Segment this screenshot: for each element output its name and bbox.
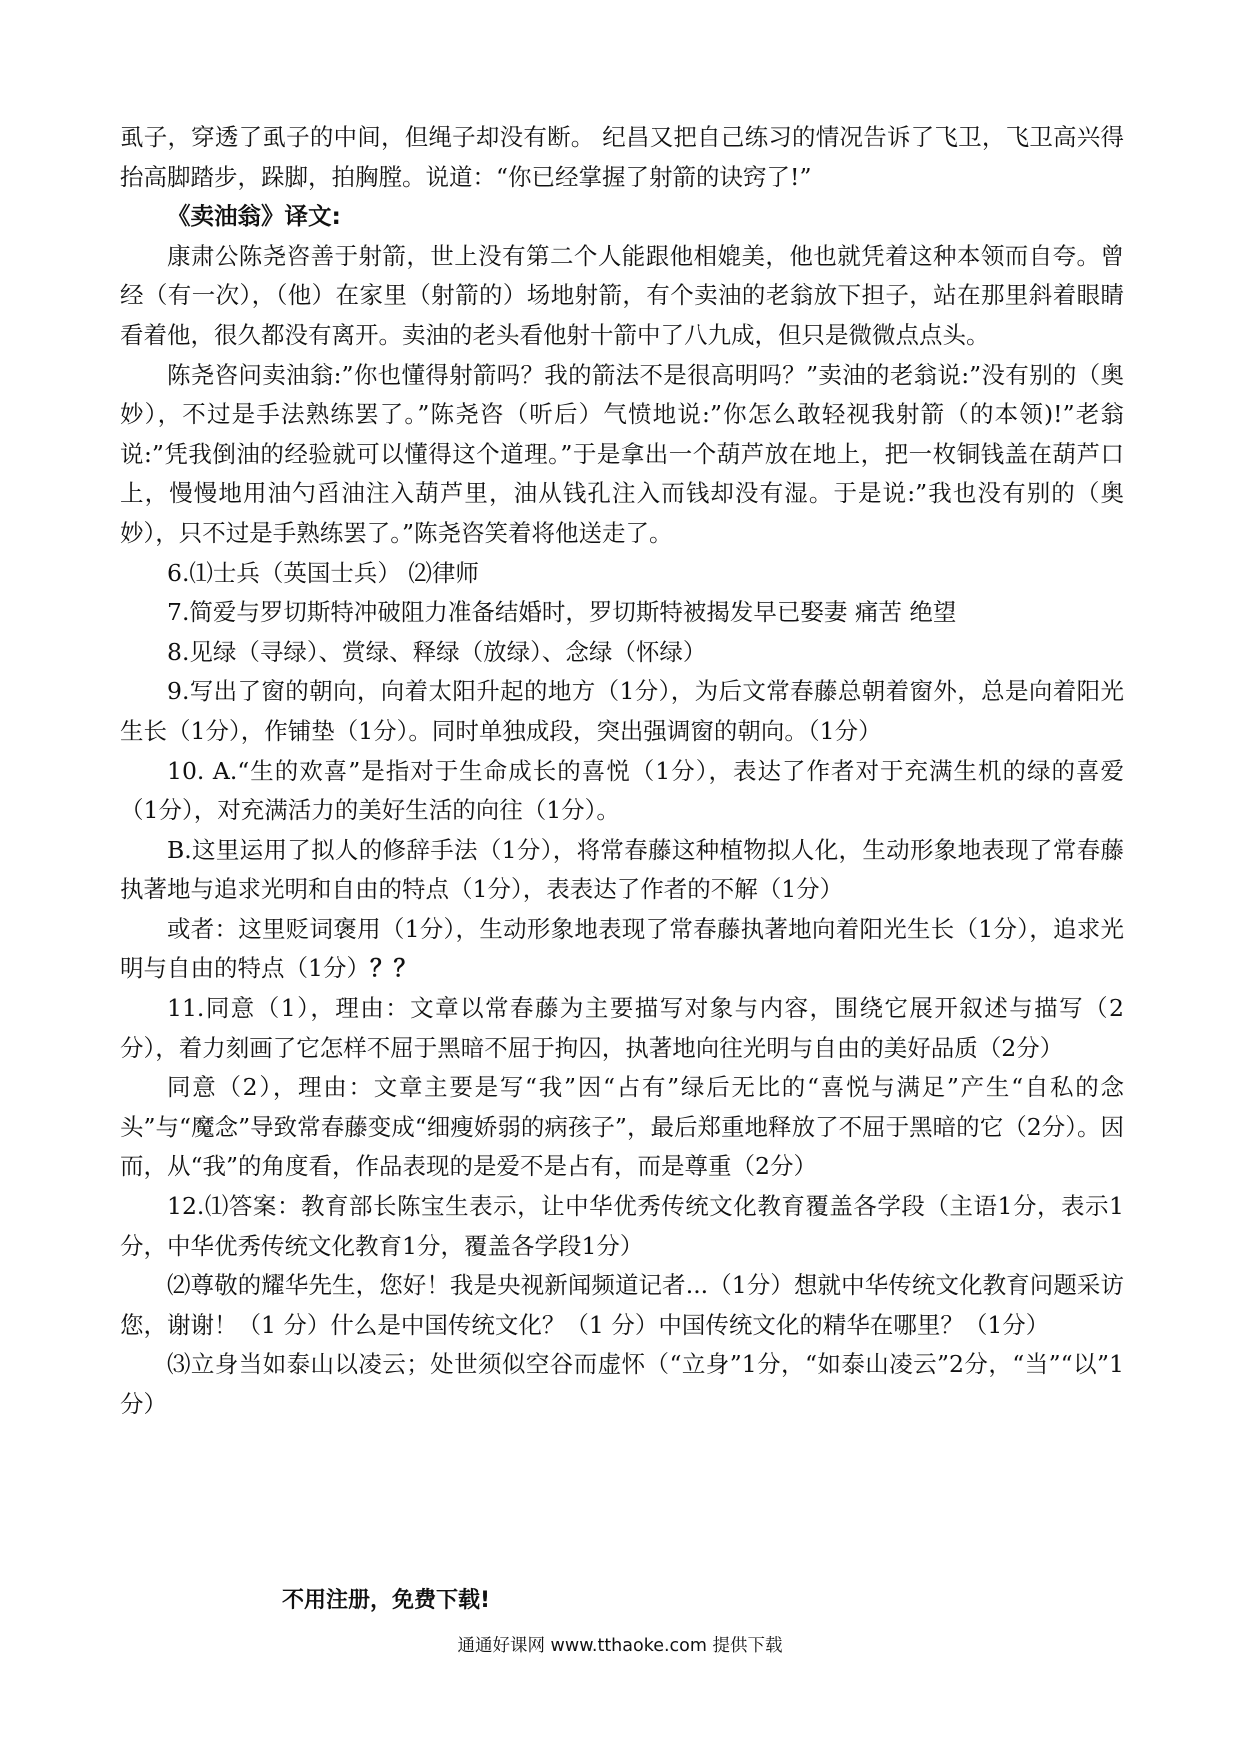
answer-6: 6.⑴士兵（英国士兵） ⑵律师	[167, 558, 479, 587]
promo-text: 不用注册，免费下载!	[282, 1588, 491, 1613]
answer-12b: ⑵尊敬的耀华先生，您好！我是央视新闻频道记者...（1分）想就中华传统文化教育问题采访您，谢谢！（1 分）什么是中国传统文化？（1 分）中国传统文化的精华在哪里？（1分）	[120, 1271, 1124, 1339]
answer-10a: 10. A.“生的欢喜”是指对于生命成长的喜悦（1分），表达了作者对于充满生机的绿的喜爱（1分），对充满活力的美好生活的向往（1分）。	[120, 756, 1124, 825]
answer-12a: 12.⑴答案：教育部长陈宝生表示，让中华优秀传统文化教育覆盖各学段（主语1分，表示1分，中华优秀传统文化教育1分，覆盖各学段1分）	[120, 1192, 1124, 1260]
answer-8: 8.见绿（寻绿）、赏绿、释绿（放绿）、念绿（怀绿）	[167, 637, 707, 666]
answer-10c-text: 或者：这里贬词褒用（1分），生动形象地表现了常春藤执著地向着阳光生长（1分），追求光明与自由的特点（1分）	[120, 914, 1124, 983]
answer-10b: B.这里运用了拟人的修辞手法（1分），将常春藤这种植物拟人化，生动形象地表现了常春藤执著地与追求光明和自由的特点（1分），表表达了作者的不解（1分）	[120, 835, 1124, 904]
answer-11b: 同意（2），理由：文章主要是写“我”因“占有”绿后无比的“喜悦与满足”产生“自私的念头”与“魔念”导致常春藤变成“细瘦娇弱的病孩子”，最后郑重地释放了不屈于黑暗的它（2分）。因而，从“我”的角度看，作品表现的是爱不是占有，而是尊重（2分）	[120, 1073, 1124, 1181]
answer-12c: ⑶立身当如泰山以凌云；处世须似空谷而虚怀（“立身”1分，“如泰山凌云”2分，“当”“以”1分）	[120, 1350, 1124, 1418]
answer-10c	[120, 910, 1124, 989]
section-heading: 《卖油翁》译文:	[167, 202, 341, 231]
page-body	[120, 118, 1124, 1425]
translation-paragraph-2: 陈尧咨问卖油翁:”你也懂得射箭吗？我的箭法不是很高明吗？”卖油的老翁说:”没有别的（奥妙），不过是手法熟练罢了。”陈尧咨（听后）气愤地说:”你怎么敢轻视我射箭（的本领)!”老翁说:”凭我倒油的经验就可以懂得这个道理。”于是拿出一个葫芦放在地上，把一枚铜钱盖在葫芦口上，慢慢地用油勺舀油注入葫芦里，油从钱孔注入而钱却没有湿。于是说:”我也没有别的（奥妙），只不过是手熟练罢了。”陈尧咨笑着将他送走了。	[120, 360, 1124, 547]
page-footer: 通通好课网 www.tthaoke.com 提供下载	[457, 1636, 783, 1656]
answer-9: 9.写出了窗的朝向，向着太阳升起的地方（1分），为后文常春藤总朝着窗外，总是向着阳光生长（1分），作铺垫（1分）。同时单独成段，突出强调窗的朝向。（1分）	[120, 677, 1124, 745]
translation-paragraph-1: 康肃公陈尧咨善于射箭，世上没有第二个人能跟他相媲美，他也就凭着这种本领而自夸。曾经（有一次），（他）在家里（射箭的）场地射箭，有个卖油的老翁放下担子，站在那里斜着眼睛看着他，很久都没有离开。卖油的老头看他射十箭中了八九成，但只是微微点点头。	[120, 241, 1124, 349]
answer-7: 7.简爱与罗切斯特冲破阻力准备结婚时，罗切斯特被揭发早已娶妻 痛苦 绝望	[167, 598, 957, 627]
continued-paragraph: 虱子，穿透了虱子的中间，但绳子却没有断。 纪昌又把自己练习的情况告诉了飞卫，飞卫高兴得抬高脚踏步，跺脚，拍胸膛。说道：“你已经掌握了射箭的诀窍了!”	[120, 123, 1124, 191]
question-marks: ？？	[369, 954, 417, 983]
answer-11a: 11.同意（1），理由：文章以常春藤为主要描写对象与内容，围绕它展开叙述与描写（2分），着力刻画了它怎样不屈于黑暗不屈于拘囚，执著地向往光明与自由的美好品质（2分）	[120, 994, 1124, 1062]
